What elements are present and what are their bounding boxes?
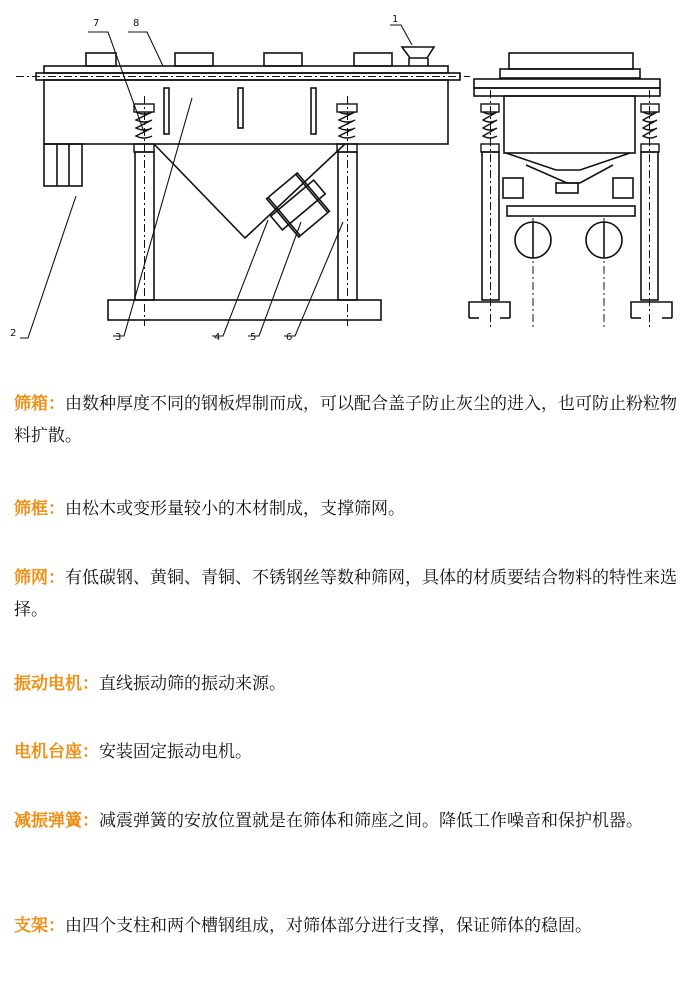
item-term: 筛网： xyxy=(14,568,65,588)
item-text: 直线振动筛的振动来源。 xyxy=(99,674,286,694)
leader-lines xyxy=(20,25,412,338)
item-damping-spring xyxy=(14,805,690,837)
item-term: 筛箱： xyxy=(14,394,65,414)
side-view xyxy=(469,53,672,330)
label-3: 3 xyxy=(115,332,122,343)
label-7: 7 xyxy=(93,18,100,29)
label-8: 8 xyxy=(133,18,140,29)
item-text: 有低碳钢、黄铜、青铜、不锈钢丝等数种筛网，具体的材质要结合物料的特性来选择。 xyxy=(14,568,677,620)
item-term: 振动电机： xyxy=(14,674,99,694)
item-text: 由四个支柱和两个槽钢组成，对筛体部分进行支撑，保证筛体的稳固。 xyxy=(65,916,592,936)
item-term: 电机台座： xyxy=(14,742,99,762)
item-term: 减振弹簧： xyxy=(14,811,99,831)
label-1: 1 xyxy=(392,14,399,25)
label-6: 6 xyxy=(286,332,293,343)
item-vibration-motor xyxy=(14,668,690,700)
item-screen-frame xyxy=(14,493,690,525)
label-5: 5 xyxy=(250,332,257,343)
item-support-frame xyxy=(14,910,690,942)
label-4: 4 xyxy=(214,332,221,343)
item-text: 由数种厚度不同的钢板焊制而成，可以配合盖子防止灰尘的进入，也可防止粉粒物料扩散。 xyxy=(14,394,677,446)
item-text: 安装固定振动电机。 xyxy=(99,742,252,762)
item-term: 筛框： xyxy=(14,499,65,519)
item-screen-box xyxy=(14,388,690,452)
item-motor-base xyxy=(14,736,690,768)
item-screen-mesh xyxy=(14,562,690,626)
item-text: 由松木或变形量较小的木材制成，支撑筛网。 xyxy=(65,499,405,519)
label-2: 2 xyxy=(10,328,17,339)
vibrating-screen-diagram xyxy=(0,0,700,360)
item-term: 支架： xyxy=(14,916,65,936)
item-text: 减震弹簧的安放位置就是在筛体和筛座之间。降低工作噪音和保护机器。 xyxy=(99,811,643,831)
